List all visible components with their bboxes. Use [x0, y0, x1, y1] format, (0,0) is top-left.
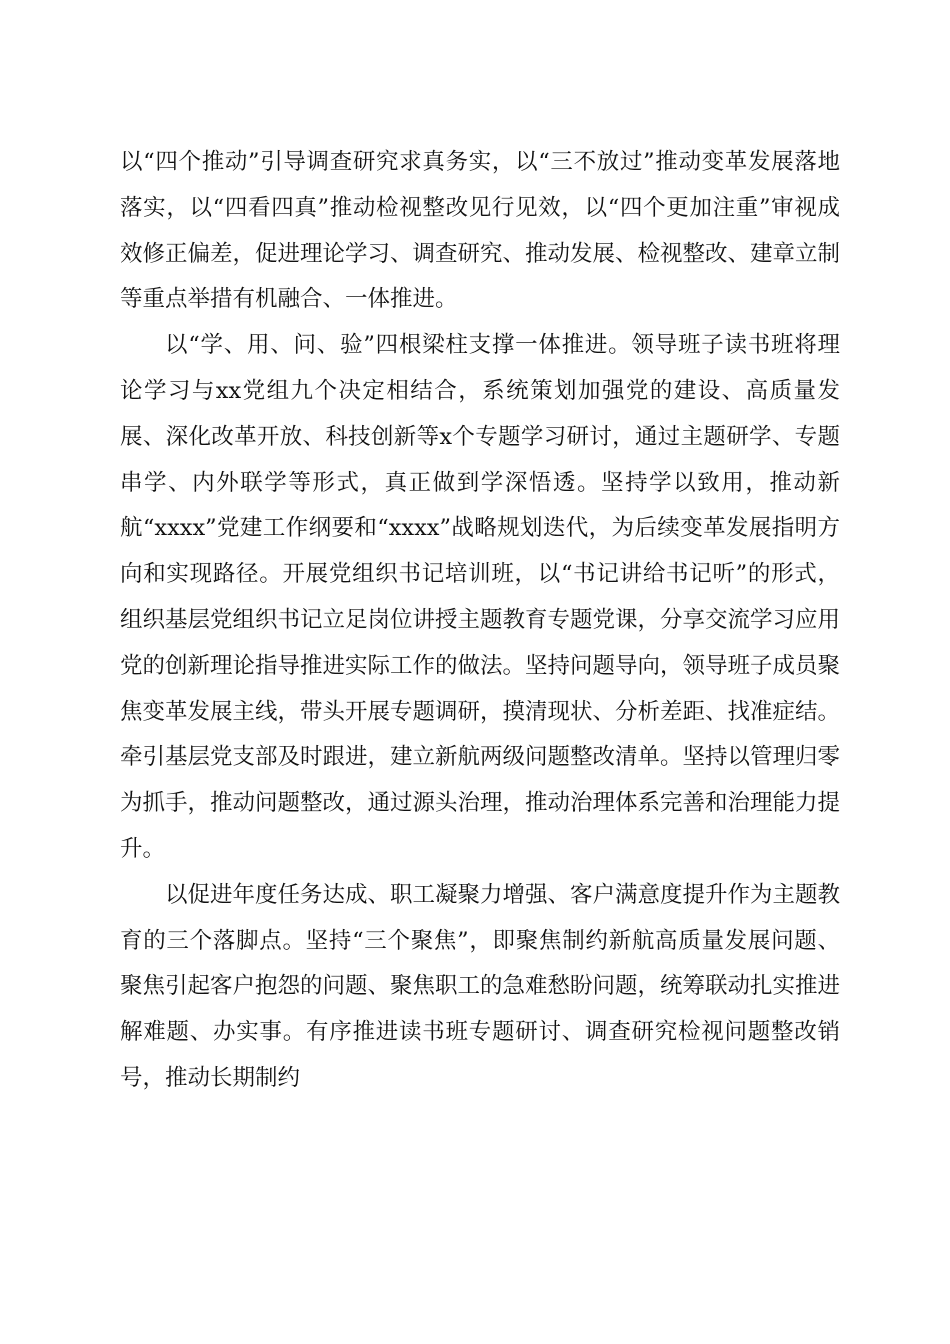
paragraph-3: 以促进年度任务达成、职工凝聚力增强、客户满意度提升作为主题教育的三个落脚点。坚持“三个聚焦”，即聚焦制约新航高质量发展问题、聚焦引起客户抱怨的问题、聚焦职工的急难愁盼问题，统筹联动扎实推进解难题、办实事。有序推进读书班专题研讨、调查研究检视问题整改销号，推动长期制约: [120, 881, 841, 1091]
paragraph-1: 以“四个推动”引导调查研究求真务实，以“三不放过”推动变革发展落地落实，以“四看四真”推动检视整改见行见效，以“四个更加注重”审视成效修正偏差，促进理论学习、调查研究、推动发展、检视整改、建章立制等重点举措有机融合、一体推进。: [120, 149, 841, 313]
body-text: [120, 140, 840, 1102]
paragraph-2: 以“学、用、问、验”四根梁柱支撑一体推进。领导班子读书班将理论学习与xx党组九个决定相结合，系统策划加强党的建设、高质量发展、深化改革开放、科技创新等x个专题学习研讨，通过主题研学、专题串学、内外联学等形式，真正做到学深悟透。坚持学以致用，推动新航“xxxx”党建工作纲要和“xxxx”战略规划迭代，为后续变革发展指明方向和实现路径。开展党组织书记培训班，以“书记讲给书记听”的形式，组织基层党组织书记立足岗位讲授主题教育专题党课，分享交流学习应用党的创新理论指导推进实际工作的做法。坚持问题导向，领导班子成员聚焦变革发展主线，带头开展专题调研，摸清现状、分析差距、找准症结。牵引基层党支部及时跟进，建立新航两级问题整改清单。坚持以管理归零为抓手，推动问题整改，通过源头治理，推动治理体系完善和治理能力提升。: [120, 332, 841, 862]
